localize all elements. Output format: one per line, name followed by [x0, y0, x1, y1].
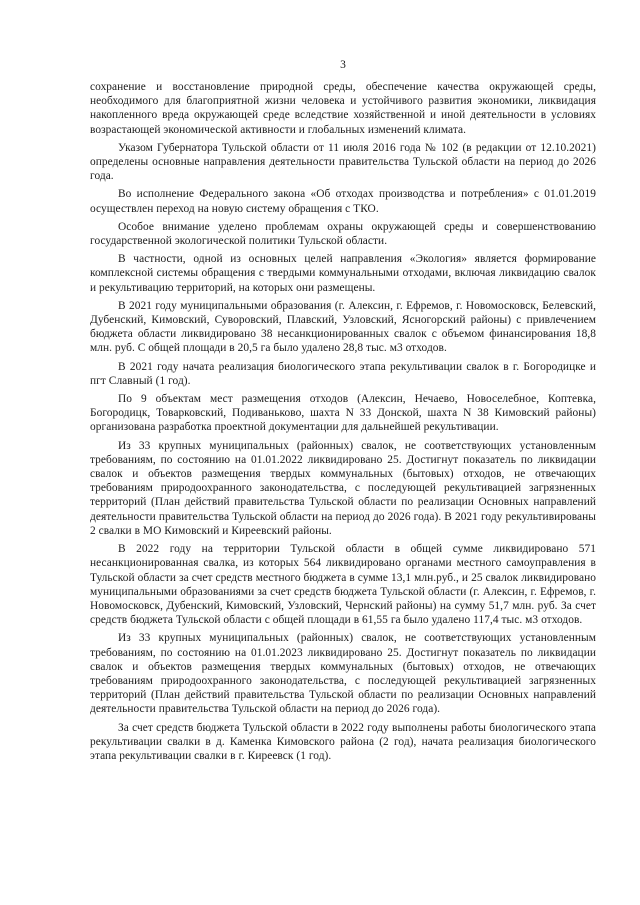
paragraph-2022-status: Из 33 крупных муниципальных (районных) свалок, не соответствующих установленным требованиям, по состоянию на 01.01.2022 ликвидировано 25. Достигнут показатель по ликвидации свалок и объектов размещения твердых коммунальных (бытовых) отходов, не отвечающих требованиям природоохранного законодательства, с последующей рекультивацией загрязненных территорий (План действий правительства Тульской области по реализации Основных направлений деятельности правительства Тульской области на период до 2026 года). В 2021 году рекультивированы 2 свалки в МО Кимовский и Киреевский районы. — [90, 439, 596, 537]
paragraph-federal-law: Во исполнение Федерального закона «Об отходах производства и потребления» с 01.01.2019 осуществлен переход на новую систему обращения с ТКО. — [90, 188, 596, 215]
document-page — [90, 0, 596, 905]
paragraph-2021-biological-stage: В 2021 году начата реализация биологического этапа рекультивации свалок в г. Богородицке и пгт Славный (1 год). — [90, 360, 596, 387]
paragraph-2023-status: Из 33 крупных муниципальных (районных) свалок, не соответствующих установленным требованиям, по состоянию на 01.01.2023 ликвидировано 25. Достигнут показатель по ликвидации свалок и объектов размещения твердых коммунальных (бытовых) отходов, не отвечающих требованиям природоохранного законодательства, с последующей рекультивацией загрязненных территорий (План действий правительства Тульской области по реализации Основных направлений деятельности правительства Тульской области на период до 2026 года). — [90, 632, 596, 716]
paragraph-special-attention: Особое внимание уделено проблемам охраны окружающей среды и совершенствованию государственной экологической политики Тульской области. — [90, 220, 596, 248]
paragraph-2022-biological-works: За счет средств бюджета Тульской области в 2022 году выполнены работы биологического этапа рекультивации свалки в д. Каменка Кимовского района (2 год), начата реализация биологического этапа рекультивации свалки в г. Киреевск (1 год). — [90, 721, 596, 762]
paragraph-governor-decree: Указом Губернатора Тульской области от 11 июля 2016 года № 102 (в редакции от 12.10.2021) определены основные направления деятельности правительства Тульской области на период до 2026 года. — [90, 141, 596, 183]
document-body — [90, 80, 596, 767]
paragraph-2022-dumps: В 2022 году на территории Тульской области в общей сумме ликвидировано 571 несанкционированная свалка, из которых 564 ликвидировано органами местного самоуправления в Тульской области за счет средств местного бюджета в сумме 13,1 млн.руб., и 25 свалок ликвидировано муниципальными образованиями за счет средств бюджета Тульской области (г. Алексин, г. Ефремов, г. Новомосковск, Дубенский, Кимовский, Узловский, Чернский районы) на сумму 51,7 млн. руб. За счет средств бюджета Тульской области с общей площади в 61,55 га было удалено 117,4 тыс. м3 отходов. — [90, 543, 596, 627]
paragraph-2021-dumps: В 2021 году муниципальными образования (г. Алексин, г. Ефремов, г. Новомосковск, Белевский, Дубенский, Кимовский, Суворовский, Плавский, Узловский, Ясногорский районы) с привлечением бюджета области ликвидировано 38 несанкционированных свалок с объемом финансирования 18,8 млн. руб. С общей площади в 20,5 га было удалено 28,8 тыс. м3 отходов. — [90, 299, 596, 355]
paragraph-ecology-direction: В частности, одной из основных целей направления «Экология» является формирование комплексной системы обращения с твердыми коммунальными отходами, включая ликвидацию свалок и рекультивацию территорий, на которых они размещены. — [90, 253, 596, 294]
page-number: 3 — [340, 59, 346, 71]
paragraph-waste-sites: По 9 объектам мест размещения отходов (Алексин, Нечаево, Новоселебное, Коптевка, Богородицк, Товарковский, Подиваньково, шахта N 33 Донской, шахта N 38 Кимовский районы) организована разработка проектной документации для дальнейшей рекультивации. — [90, 393, 596, 434]
paragraph-environment-goals: сохранение и восстановление природной среды, обеспечение качества окружающей среды, необходимого для благоприятной жизни человека и устойчивого развития экономики, ликвидация накопленного вреда окружающей среде вследствие хозяйственной и иной деятельности в условиях возрастающей экономической активности и глобальных изменений климата. — [90, 81, 596, 136]
